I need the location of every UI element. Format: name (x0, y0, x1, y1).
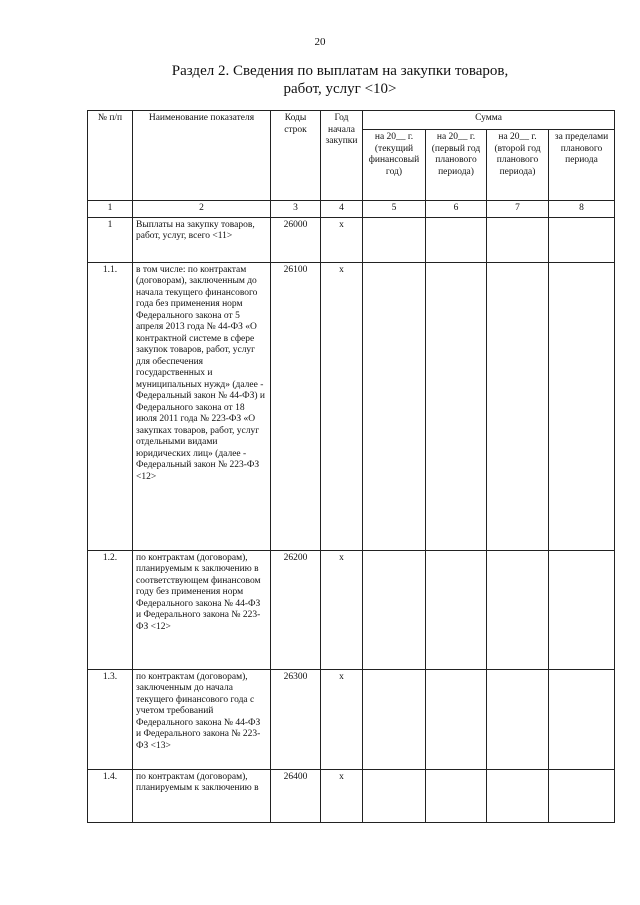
sum-cell (487, 769, 549, 822)
row-year: x (321, 769, 363, 822)
section-title (120, 62, 560, 98)
table-row (88, 669, 615, 769)
index-cell: 3 (271, 201, 321, 218)
index-cell: 4 (321, 201, 363, 218)
sum-cell (487, 217, 549, 262)
sum-cell (426, 550, 487, 669)
index-cell: 5 (363, 201, 426, 218)
header-num: № п/п (88, 111, 133, 201)
sum-cell (487, 262, 549, 550)
header-row-1 (88, 111, 615, 130)
index-cell: 6 (426, 201, 487, 218)
sum-cell (549, 217, 615, 262)
row-number: 1.1. (88, 262, 133, 550)
row-number: 1.2. (88, 550, 133, 669)
sum-cell (487, 550, 549, 669)
row-year: x (321, 669, 363, 769)
sum-cell (549, 669, 615, 769)
sum-cell (363, 769, 426, 822)
index-cell: 2 (133, 201, 271, 218)
table-row (88, 550, 615, 669)
table-row (88, 262, 615, 550)
payments-table (87, 110, 615, 823)
header-sum-col-1: на 20__ г. (текущий финансовый год) (363, 130, 426, 201)
index-cell: 8 (549, 201, 615, 218)
row-number: 1.4. (88, 769, 133, 822)
index-cell: 7 (487, 201, 549, 218)
sum-cell (549, 262, 615, 550)
row-code: 26100 (271, 262, 321, 550)
sum-cell (426, 217, 487, 262)
header-year: Год начала закупки (321, 111, 363, 201)
header-sum: Сумма (363, 111, 615, 130)
header-name: Наименование показателя (133, 111, 271, 201)
index-cell: 1 (88, 201, 133, 218)
title-line-1: Раздел 2. Сведения по выплатам на закупки товаров, (171, 63, 509, 79)
header-sum-col-3: на 20__ г. (второй год планового периода) (487, 130, 549, 201)
header-sum-col-2: на 20__ г. (первый год планового периода) (426, 130, 487, 201)
row-code: 26400 (271, 769, 321, 822)
row-code: 26200 (271, 550, 321, 669)
row-name: по контрактам (договорам), планируемым к заключению в (133, 769, 271, 822)
sum-cell (426, 669, 487, 769)
table-row (88, 769, 615, 822)
sum-cell (487, 669, 549, 769)
sum-cell (363, 262, 426, 550)
sum-cell (549, 769, 615, 822)
row-name: в том числе: по контрактам (договорам), заключенным до начала текущего финансового года без применения норм Федерального закона от 5 апреля 2013 года № 44-ФЗ «О контрактной системе в сфере закупок товаров, работ, услуг для обеспечения государственных и муниципальных нужд» (далее - Федеральный закон № 44-ФЗ) и Федерального закона от 18 июля 2011 года № 223-ФЗ «О закупках товаров, работ, услуг отдельными видами юридических лиц» (далее - Федеральный закон № 223-ФЗ <12> (133, 262, 271, 550)
row-year: x (321, 262, 363, 550)
row-year: x (321, 550, 363, 669)
sum-cell (426, 769, 487, 822)
sum-cell (549, 550, 615, 669)
row-number: 1 (88, 217, 133, 262)
column-index-row (88, 201, 615, 218)
title-line-2: работ, услуг <10> (283, 81, 397, 97)
page-number: 20 (314, 36, 326, 48)
table-row (88, 217, 615, 262)
row-number: 1.3. (88, 669, 133, 769)
sum-cell (363, 669, 426, 769)
row-name: Выплаты на закупку товаров, работ, услуг, всего <11> (133, 217, 271, 262)
sum-cell (363, 217, 426, 262)
header-sum-col-4: за пределами планового периода (549, 130, 615, 201)
row-year: x (321, 217, 363, 262)
row-code: 26300 (271, 669, 321, 769)
row-code: 26000 (271, 217, 321, 262)
sum-cell (426, 262, 487, 550)
row-name: по контрактам (договорам), заключенным до начала текущего финансового года с учетом требований Федерального закона № 44-ФЗ и Федерального закона № 223-ФЗ <13> (133, 669, 271, 769)
sum-cell (363, 550, 426, 669)
header-code: Коды строк (271, 111, 321, 201)
row-name: по контрактам (договорам), планируемым к заключению в соответствующем финансовом году без применения норм Федерального закона № 44-ФЗ и Федерального закона № 223-ФЗ <12> (133, 550, 271, 669)
